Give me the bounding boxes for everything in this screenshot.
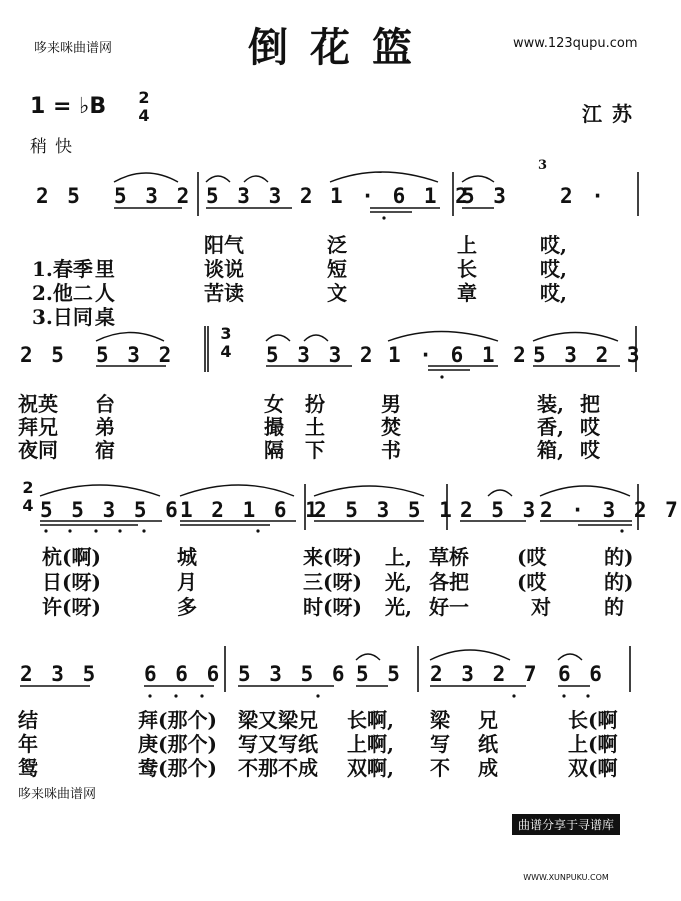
- note-group: 1 · 6 1 2: [330, 184, 471, 208]
- lyric-word: 城: [177, 545, 197, 569]
- low-octave-dot: [382, 216, 385, 219]
- note-group: 5 3 2: [96, 343, 175, 367]
- lyric-word: 来(呀): [303, 545, 362, 569]
- lyric-word: 的: [604, 595, 624, 619]
- slur: [462, 176, 494, 182]
- watermark-url: WWW.XUNPUKU.COM: [523, 873, 609, 882]
- low-octave-dot: [562, 694, 565, 697]
- lyric-word: 的): [604, 545, 634, 569]
- note-group: 2 5 3 5 1: [314, 498, 455, 522]
- lyric-word: 时(呀): [303, 595, 362, 619]
- lyric-word: 写: [430, 732, 450, 756]
- lyric-word: 写又写纸: [238, 732, 318, 756]
- lyric-word: 拜兄: [18, 415, 58, 439]
- lyric-word: 哎,: [540, 257, 567, 281]
- slur: [304, 335, 328, 341]
- low-octave-dot: [44, 529, 47, 532]
- note-group: 5 3 5 6: [238, 662, 348, 686]
- lyric-word: 箱,: [537, 438, 564, 462]
- slur: [40, 485, 160, 496]
- slur: [488, 490, 512, 496]
- low-octave-dot: [512, 694, 515, 697]
- lyric-word: 苦读: [204, 281, 244, 305]
- lyric-word: 隔: [264, 438, 284, 462]
- note-group: 5 3: [462, 184, 509, 208]
- lyric-word: 撮: [264, 415, 284, 439]
- lyric-word: 鸯(那个): [138, 756, 217, 780]
- lyric-word: (哎: [517, 545, 547, 569]
- note-group: 2 3 2 7: [430, 662, 540, 686]
- lyric-word: 谈说: [204, 257, 244, 281]
- lyric-word: 梁又梁兄: [238, 708, 318, 732]
- lyric-word: 哎,: [540, 281, 567, 305]
- lyric-word: 成: [478, 756, 498, 780]
- site-name-footer: 哆来咪曲谱网: [18, 787, 97, 802]
- lyric-word: 香,: [537, 415, 564, 439]
- lyric-word: 泛: [327, 233, 347, 257]
- low-octave-dot: [620, 529, 623, 532]
- lyric-word: 书: [381, 438, 401, 462]
- slur: [114, 173, 178, 182]
- time-signature-change-numerator: 3: [220, 324, 232, 343]
- lyric-word: 对: [531, 595, 551, 619]
- low-octave-dot: [148, 694, 151, 697]
- lyric-word: 女: [264, 392, 284, 416]
- slur: [356, 654, 380, 660]
- lyric-word: 把: [580, 392, 600, 416]
- low-octave-dot: [174, 694, 177, 697]
- low-octave-dot: [200, 694, 203, 697]
- low-octave-dot: [94, 529, 97, 532]
- slur: [266, 335, 290, 341]
- low-octave-dot: [142, 529, 145, 532]
- lyric-word: 扮: [305, 392, 325, 416]
- lyric-word: 装,: [537, 392, 564, 416]
- slur: [540, 486, 630, 496]
- lyric-word: 长(啊: [568, 708, 618, 732]
- lyric-line-3-row-1: 3.日同 桌: [31, 305, 115, 329]
- lyric-word: 阳气: [204, 233, 244, 257]
- lyric-word: 哎: [580, 438, 600, 462]
- lyric-word: 结: [18, 708, 38, 732]
- lyric-word: 庚(那个): [138, 732, 217, 756]
- time-signature-change-numerator: 2: [22, 478, 34, 497]
- note-group: 2 3 5: [20, 662, 99, 686]
- lyric-word: 鸳: [18, 756, 38, 780]
- note-group: 5 3 3 2: [206, 184, 316, 208]
- time-signature-numerator: 2: [138, 88, 150, 107]
- lyric-word: 弟: [95, 415, 115, 439]
- note-group: 1 2 1 6 1: [180, 498, 321, 522]
- lyric-word: 上(啊: [568, 732, 618, 756]
- site-name-header: 哆来咪曲谱网: [34, 41, 113, 56]
- time-signature-change-denominator: 4: [22, 496, 34, 515]
- lyric-word: 杭(啊): [42, 545, 101, 569]
- lyric-word: 的): [604, 570, 634, 594]
- lyric-line-2-row-1: 2.他二 人: [31, 281, 115, 305]
- lyric-word: 哎: [580, 415, 600, 439]
- lyric-word: 光,: [385, 595, 412, 619]
- slur: [314, 486, 424, 496]
- lyric-word: 纸: [478, 732, 498, 756]
- lyric-word: 上: [457, 233, 477, 257]
- lyric-word: 许(呀): [42, 595, 101, 619]
- slur: [96, 333, 164, 342]
- lyric-word: 兄: [478, 708, 498, 732]
- note-group: 5 3 2: [114, 184, 193, 208]
- note-group: 2 5: [36, 184, 83, 208]
- lyric-word: 土: [305, 415, 325, 439]
- watermark-badge: 曲谱分享于寻谱库: [512, 814, 620, 835]
- site-url-header: www.123qupu.com: [513, 36, 638, 51]
- lyric-word: 光,: [385, 570, 412, 594]
- slur: [430, 650, 510, 660]
- lyric-word: 月: [177, 570, 197, 594]
- lyric-word: 下: [305, 438, 325, 462]
- lyric-word: 好一: [429, 595, 469, 619]
- note-group: 1 · 6 1 2: [388, 343, 529, 367]
- slur: [180, 485, 294, 496]
- key-signature: 1 = ♭B: [30, 94, 107, 119]
- slur: [558, 654, 582, 660]
- lyric-word: 焚: [381, 415, 401, 439]
- lyric-word: 各把: [429, 570, 469, 594]
- note-group: 2 5: [20, 343, 67, 367]
- tempo-marking: 稍快: [30, 137, 80, 157]
- lyric-word: 长啊,: [347, 708, 394, 732]
- slur: [388, 332, 498, 342]
- note-group: 5 3 3 2: [266, 343, 376, 367]
- slur: [330, 172, 438, 182]
- time-signature-change-denominator: 4: [220, 342, 232, 361]
- low-octave-dot: [586, 694, 589, 697]
- lyric-word: 祝英: [18, 392, 58, 416]
- slur: [244, 176, 268, 182]
- grace-note: 3: [538, 158, 548, 173]
- low-octave-dot: [68, 529, 71, 532]
- low-octave-dot: [118, 529, 121, 532]
- lyric-word: 长: [457, 257, 477, 281]
- lyric-word: 男: [381, 392, 401, 416]
- page-title: 倒花篮: [248, 24, 434, 71]
- lyric-word: 夜同: [18, 438, 58, 462]
- song-origin: 江苏: [582, 102, 642, 126]
- note-group: 5 3 2 3: [533, 343, 643, 367]
- lyric-word: 梁: [430, 708, 450, 732]
- lyric-word: 不那不成: [238, 756, 318, 780]
- note-group: 2 5 3: [460, 498, 539, 522]
- lyric-word: 双啊,: [347, 756, 394, 780]
- lyric-word: 不: [430, 756, 450, 780]
- lyric-word: 年: [18, 732, 38, 756]
- lyric-word: 宿: [95, 438, 115, 462]
- note-group: 5 5: [356, 662, 403, 686]
- lyric-word: 哎,: [540, 233, 567, 257]
- note-group: 6 6: [558, 662, 605, 686]
- lyric-line-1-row-1: 1.春季 里: [31, 257, 115, 281]
- low-octave-dot: [256, 529, 259, 532]
- low-octave-dot: [316, 694, 319, 697]
- lyric-word: 文: [327, 281, 347, 305]
- slur: [206, 176, 230, 182]
- lyric-word: 短: [327, 257, 347, 281]
- low-octave-dot: [440, 375, 443, 378]
- lyric-word: 章: [457, 281, 477, 305]
- note-group: 2 ·: [560, 184, 607, 208]
- lyric-word: 多: [177, 595, 197, 619]
- lyric-word: (哎: [517, 570, 547, 594]
- slur: [533, 333, 618, 342]
- lyric-word: 三(呀): [303, 570, 362, 594]
- note-group: 6 6 6: [144, 662, 223, 686]
- lyric-word: 上啊,: [347, 732, 394, 756]
- lyric-word: 草桥: [429, 545, 469, 569]
- note-group: 2 · 3 2 7: [540, 498, 681, 522]
- time-signature-denominator: 4: [138, 106, 150, 125]
- lyric-word: 台: [95, 392, 115, 416]
- lyric-word: 上,: [385, 545, 412, 569]
- note-group: 5 5 3 5 6: [40, 498, 181, 522]
- lyric-word: 日(呀): [42, 570, 101, 594]
- lyric-word: 双(啊: [568, 756, 618, 780]
- lyric-word: 拜(那个): [138, 708, 217, 732]
